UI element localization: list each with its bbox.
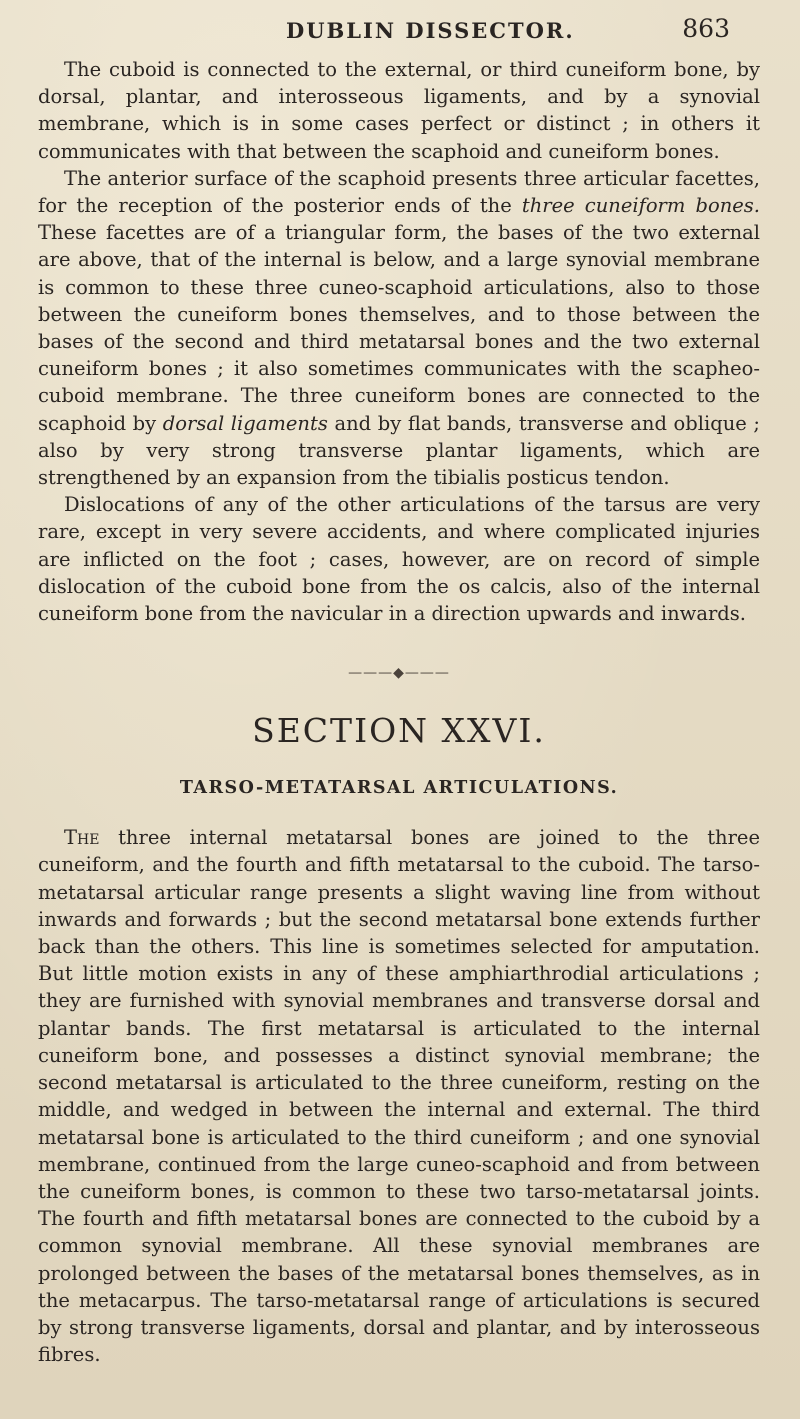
paragraph-scaphoid	[38, 165, 760, 491]
paragraph-tarso-metatarsal	[38, 824, 760, 1368]
running-title: DUBLIN DISSECTOR.	[286, 18, 575, 43]
page-number: 863	[682, 14, 730, 43]
running-head	[38, 0, 760, 56]
section-ornament: ———◆———	[348, 665, 450, 682]
lead-in-word: The	[64, 826, 100, 850]
paragraph-text: three internal metatarsal bones are joined to the three cuneiform, and the fourth and fifth metatarsal to the cuboid. The tarso-metatarsal articular range presents a slight waving line from without inwards and forwards ; but the second metatarsal bone extends further back than the others. This line is sometimes selected for amputation. But little motion exists in any of these amphiarthrodial articulations ; they are furnished with synovial membranes and transverse dorsal and plantar bands. The first metatarsal is articulated to the internal cuneiform bone, and possesses a distinct synovial membrane; the second metatarsal is articulated to the three cuneiform, resting on the middle, and wedged in between the internal and external. The third metatarsal bone is articulated to the third cuneiform ; and one synovial membrane, continued from the large cuneo-scaphoid and from between the cuneiform bones, is common to these two tarso-metatarsal joints. The fourth and fifth metatarsal bones are connected to the cuboid by a common synovial membrane. All these synovial membranes are prolonged between the bases of the metatarsal bones themselves, as in the metacarpus. The tarso-metatarsal range of articulations is secured by strong transverse ligaments, dorsal and plantar, and by interosseous fibres.	[38, 826, 760, 1367]
paragraph-dislocations	[38, 491, 760, 627]
paragraph-text: Dislocations of any of the other articulations of the tarsus are very rare, except in very severe accidents, and where complicated injuries are inflicted on the foot ; cases, however, are on record of simple dislocation of the cuboid bone from the os calcis, also of the internal cuneiform bone from the navicular in a direction upwards and inwards.	[38, 493, 760, 626]
body-text	[38, 56, 760, 1368]
paragraph-text: These facettes are of a triangular form, the bases of the two external are above, that of the internal is below, and a large synovial membrane is common to these three cuneo-scaphoid articulations, also to those between the cuneiform bones themselves, and to those between the bases of the second and third metatarsal bones and the two external cuneiform bones ; it also sometimes communicates with the scapheo-cuboid membrane. The three cuneiform bones are connected to the scaphoid by	[38, 221, 760, 435]
paragraph-text: The cuboid is connected to the external, or third cuneiform bone, by dorsal, plantar, and interosseous ligaments, and by a synovial membrane, which is in some cases perfect or distinct ; in others it communicates with that between the scaphoid and cuneiform bones.	[38, 58, 760, 163]
italic-term: three cuneiform bones.	[521, 194, 760, 218]
italic-term: dorsal ligaments	[162, 411, 328, 435]
paragraph-text: and by flat bands, transverse and oblique ; also by very strong transverse plantar ligaments, which are strengthened by an expansion from the tibialis posticus tendon.	[38, 411, 760, 490]
section-subheading: TARSO-METATARSAL ARTICULATIONS.	[179, 778, 619, 799]
paragraph-text: The anterior surface of the scaphoid presents three articular facettes, for the reception of the posterior ends of the	[38, 166, 760, 218]
paragraph-cuboid	[38, 56, 760, 165]
section-heading: SECTION XXVI.	[252, 711, 546, 751]
